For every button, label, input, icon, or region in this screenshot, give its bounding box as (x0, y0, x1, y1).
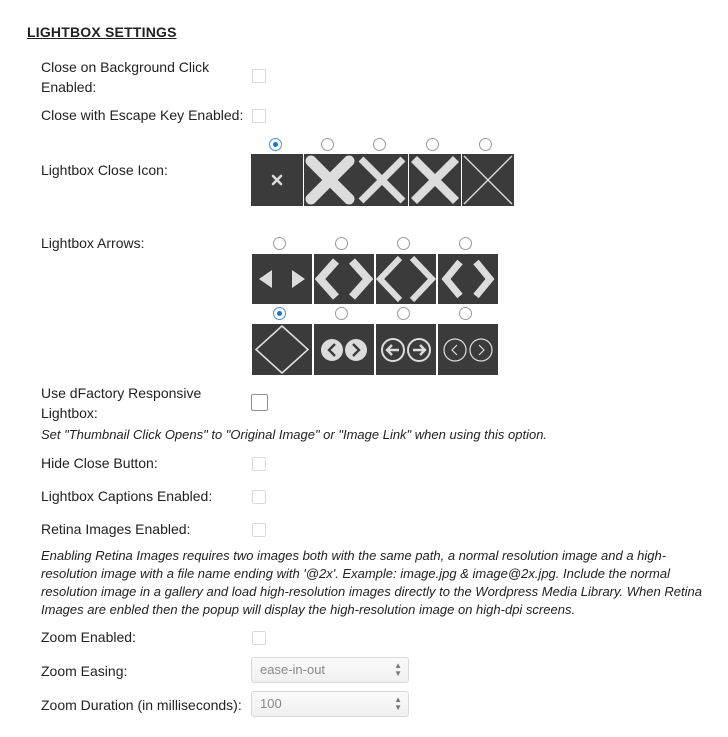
chevron-arrows-icon (438, 254, 498, 304)
close-icon-small-x-tile[interactable] (251, 154, 303, 206)
arrows-triangle-tile[interactable] (252, 254, 312, 304)
thin-circle-arrows-icon (438, 324, 498, 375)
close-escape-checkbox[interactable] (252, 109, 266, 123)
zoom-duration-select[interactable] (251, 691, 409, 717)
thin-x-icon (462, 154, 514, 206)
section-title: LIGHTBOX SETTINGS (27, 24, 177, 40)
select-arrows-icon: ▲ ▼ (394, 695, 402, 712)
zoom-easing-value: ease-in-out (260, 662, 326, 677)
dfactory-checkbox[interactable] (251, 394, 268, 411)
zoom-easing-label: Zoom Easing: (41, 663, 128, 679)
close-icon-radio-4[interactable] (426, 138, 439, 151)
zoom-checkbox[interactable] (252, 631, 266, 645)
dfactory-label: Use dFactory Responsive Lightbox: (41, 385, 202, 421)
close-icon-label: Lightbox Close Icon: (41, 162, 168, 178)
zoom-easing-select[interactable] (251, 657, 409, 683)
arrows-outline-circle-tile[interactable] (376, 324, 436, 375)
bold-chevron-arrows-icon (314, 254, 374, 304)
close-icon-bold-x-tile[interactable] (304, 154, 356, 206)
close-icon-radio-1[interactable] (269, 138, 282, 151)
arrows-radio-8[interactable] (459, 307, 472, 320)
arrows-chevron-tile[interactable] (438, 254, 498, 304)
arrows-radio-5[interactable] (273, 307, 286, 320)
zoom-duration-label: Zoom Duration (in milliseconds): (41, 697, 242, 713)
arrows-bold-chevron-tile[interactable] (314, 254, 374, 304)
close-icon-medium-x-tile[interactable] (356, 154, 408, 206)
arrows-radio-2[interactable] (335, 237, 348, 250)
small-x-icon (251, 154, 303, 206)
hide-close-checkbox[interactable] (252, 457, 266, 471)
retina-label: Retina Images Enabled: (41, 521, 191, 537)
medium-chevron-arrows-icon (376, 254, 436, 304)
close-background-checkbox[interactable] (252, 69, 266, 83)
retina-note: Enabling Retina Images requires two images both with the same path, a normal resolution image and a high-resolution image with a file name ending with '@2x'. Example: image.jpg & image@2x.jpg. Include the normal resolution image in a gallery and load high-resolution images directly to the Wordpress Media Library. When Retina Images are enbled then the popup will display the high-resolution image on high-dpi screens. (41, 548, 702, 617)
arrows-thin-diamond-tile[interactable] (252, 324, 312, 375)
medium-x-icon (356, 154, 408, 206)
dfactory-note: Set "Thumbnail Click Opens" to "Original Image" or "Image Link" when using this option. (41, 427, 548, 442)
arrows-radio-6[interactable] (335, 307, 348, 320)
captions-checkbox[interactable] (252, 490, 266, 504)
arrows-radio-1[interactable] (273, 237, 286, 250)
arrows-radio-7[interactable] (397, 307, 410, 320)
arrows-label: Lightbox Arrows: (41, 235, 145, 251)
triangle-arrows-icon (252, 254, 312, 304)
bold-x-icon (304, 154, 356, 206)
arrows-medium-chevron-tile[interactable] (376, 254, 436, 304)
close-icon-radio-2[interactable] (321, 138, 334, 151)
hide-close-label: Hide Close Button: (41, 455, 158, 471)
close-escape-label: Close with Escape Key Enabled: (41, 107, 244, 123)
filled-circle-arrows-icon (314, 324, 374, 375)
close-icon-radio-5[interactable] (479, 138, 492, 151)
retina-checkbox[interactable] (252, 523, 266, 537)
arrows-filled-circle-tile[interactable] (314, 324, 374, 375)
arrows-radio-4[interactable] (459, 237, 472, 250)
zoom-label: Zoom Enabled: (41, 629, 136, 645)
captions-label: Lightbox Captions Enabled: (41, 488, 213, 504)
outline-circle-arrows-icon (376, 324, 436, 375)
select-arrows-icon: ▲ ▼ (394, 661, 402, 678)
arrows-thin-circle-tile[interactable] (438, 324, 498, 375)
zoom-duration-value: 100 (260, 696, 282, 711)
close-icon-angled-x-tile[interactable] (409, 154, 461, 206)
close-background-label: Close on Background Click Enabled: (41, 59, 210, 95)
angled-x-icon (409, 154, 461, 206)
close-icon-thin-x-tile[interactable] (462, 154, 514, 206)
close-icon-radio-3[interactable] (373, 138, 386, 151)
thin-diamond-arrows-icon (252, 324, 312, 375)
arrows-radio-3[interactable] (397, 237, 410, 250)
